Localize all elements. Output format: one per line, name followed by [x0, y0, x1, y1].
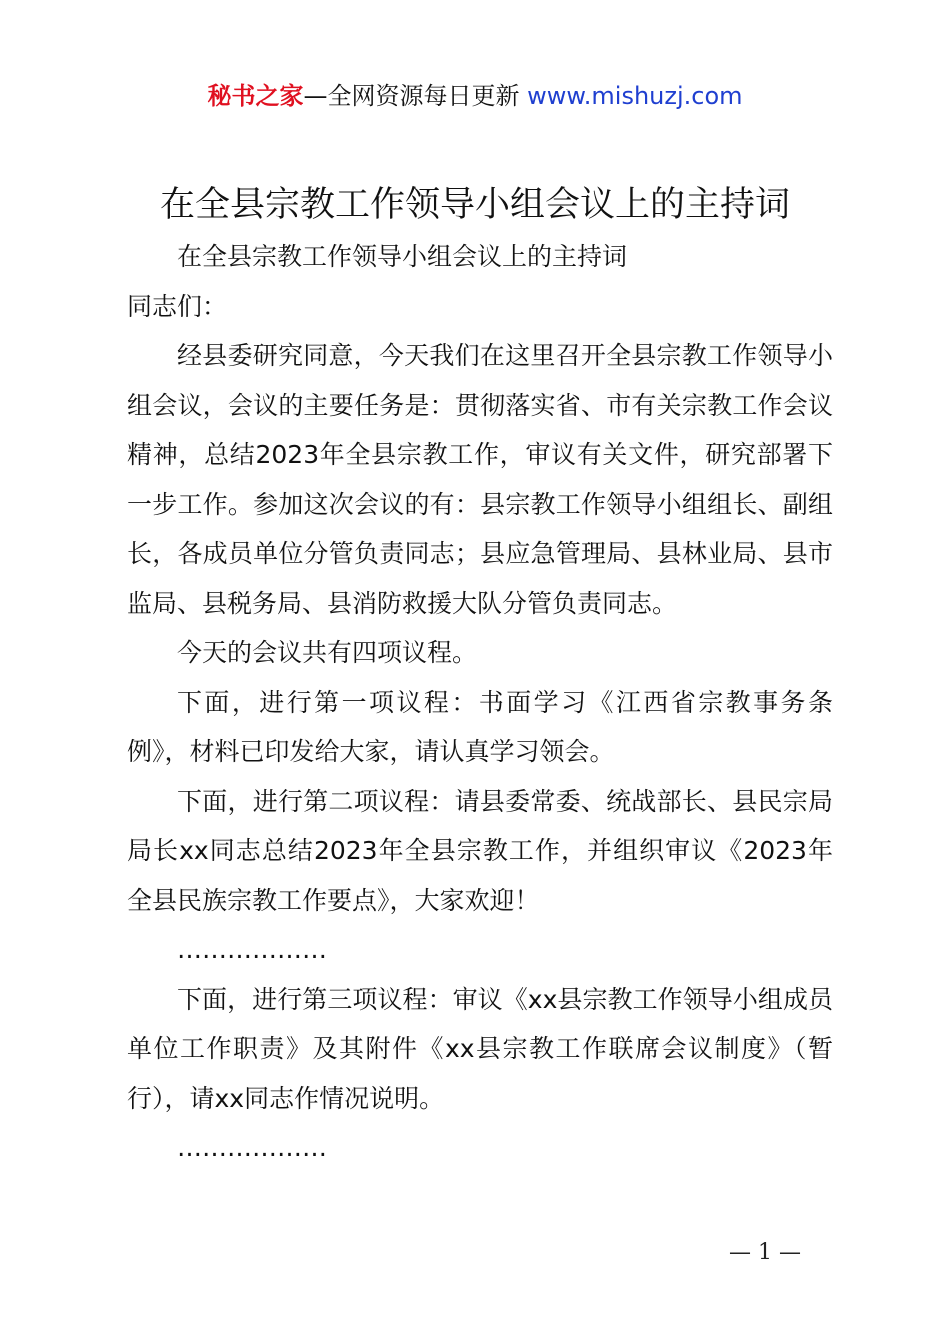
ellipsis-separator: ……………… — [177, 935, 327, 964]
paragraph-agenda-1: 下面，进行第一项议程：书面学习《江西省宗教事务条例》，材料已印发给大家，请认真学习领会。 — [127, 687, 833, 766]
brand-name: 秘书之家 — [207, 82, 304, 110]
header-tagline: —全网资源每日更新 — [303, 82, 520, 110]
page-number: — 1 — — [729, 1240, 801, 1265]
document-body — [127, 232, 833, 1173]
document-subtitle: 在全县宗教工作领导小组会议上的主持词 — [177, 242, 628, 271]
site-header — [0, 78, 950, 114]
salutation: 同志们： — [127, 291, 228, 321]
paragraph-agenda-3: 下面，进行第三项议程：审议《xx县宗教工作领导小组成员单位工作职责》及其附件《xx县宗教工作联席会议制度》（暂行），请xx同志作情况说明。 — [127, 984, 833, 1113]
site-url-link[interactable]: www.mishuzj.com — [527, 82, 743, 110]
paragraph-intro: 经县委研究同意，今天我们在这里召开全县宗教工作领导小组会议，会议的主要任务是：贯彻落实省、市有关宗教工作会议精神，总结2023年全县宗教工作，审议有关文件，研究部署下一步工作。参加这次会议的有：县宗教工作领导小组组长、副组长，各成员单位分管负责同志；县应急管理局、县林业局、县市监局、县税务局、县消防救援大队分管负责同志。 — [127, 341, 833, 618]
ellipsis-separator: ……………… — [177, 1133, 327, 1162]
paragraph-agenda-2: 下面，进行第二项议程：请县委常委、统战部长、县民宗局局长xx同志总结2023年全县宗教工作，并组织审议《2023年全县民族宗教工作要点》，大家欢迎！ — [127, 786, 833, 915]
paragraph-agenda-count: 今天的会议共有四项议程。 — [177, 638, 478, 667]
document-title: 在全县宗教工作领导小组会议上的主持词 — [159, 185, 790, 225]
